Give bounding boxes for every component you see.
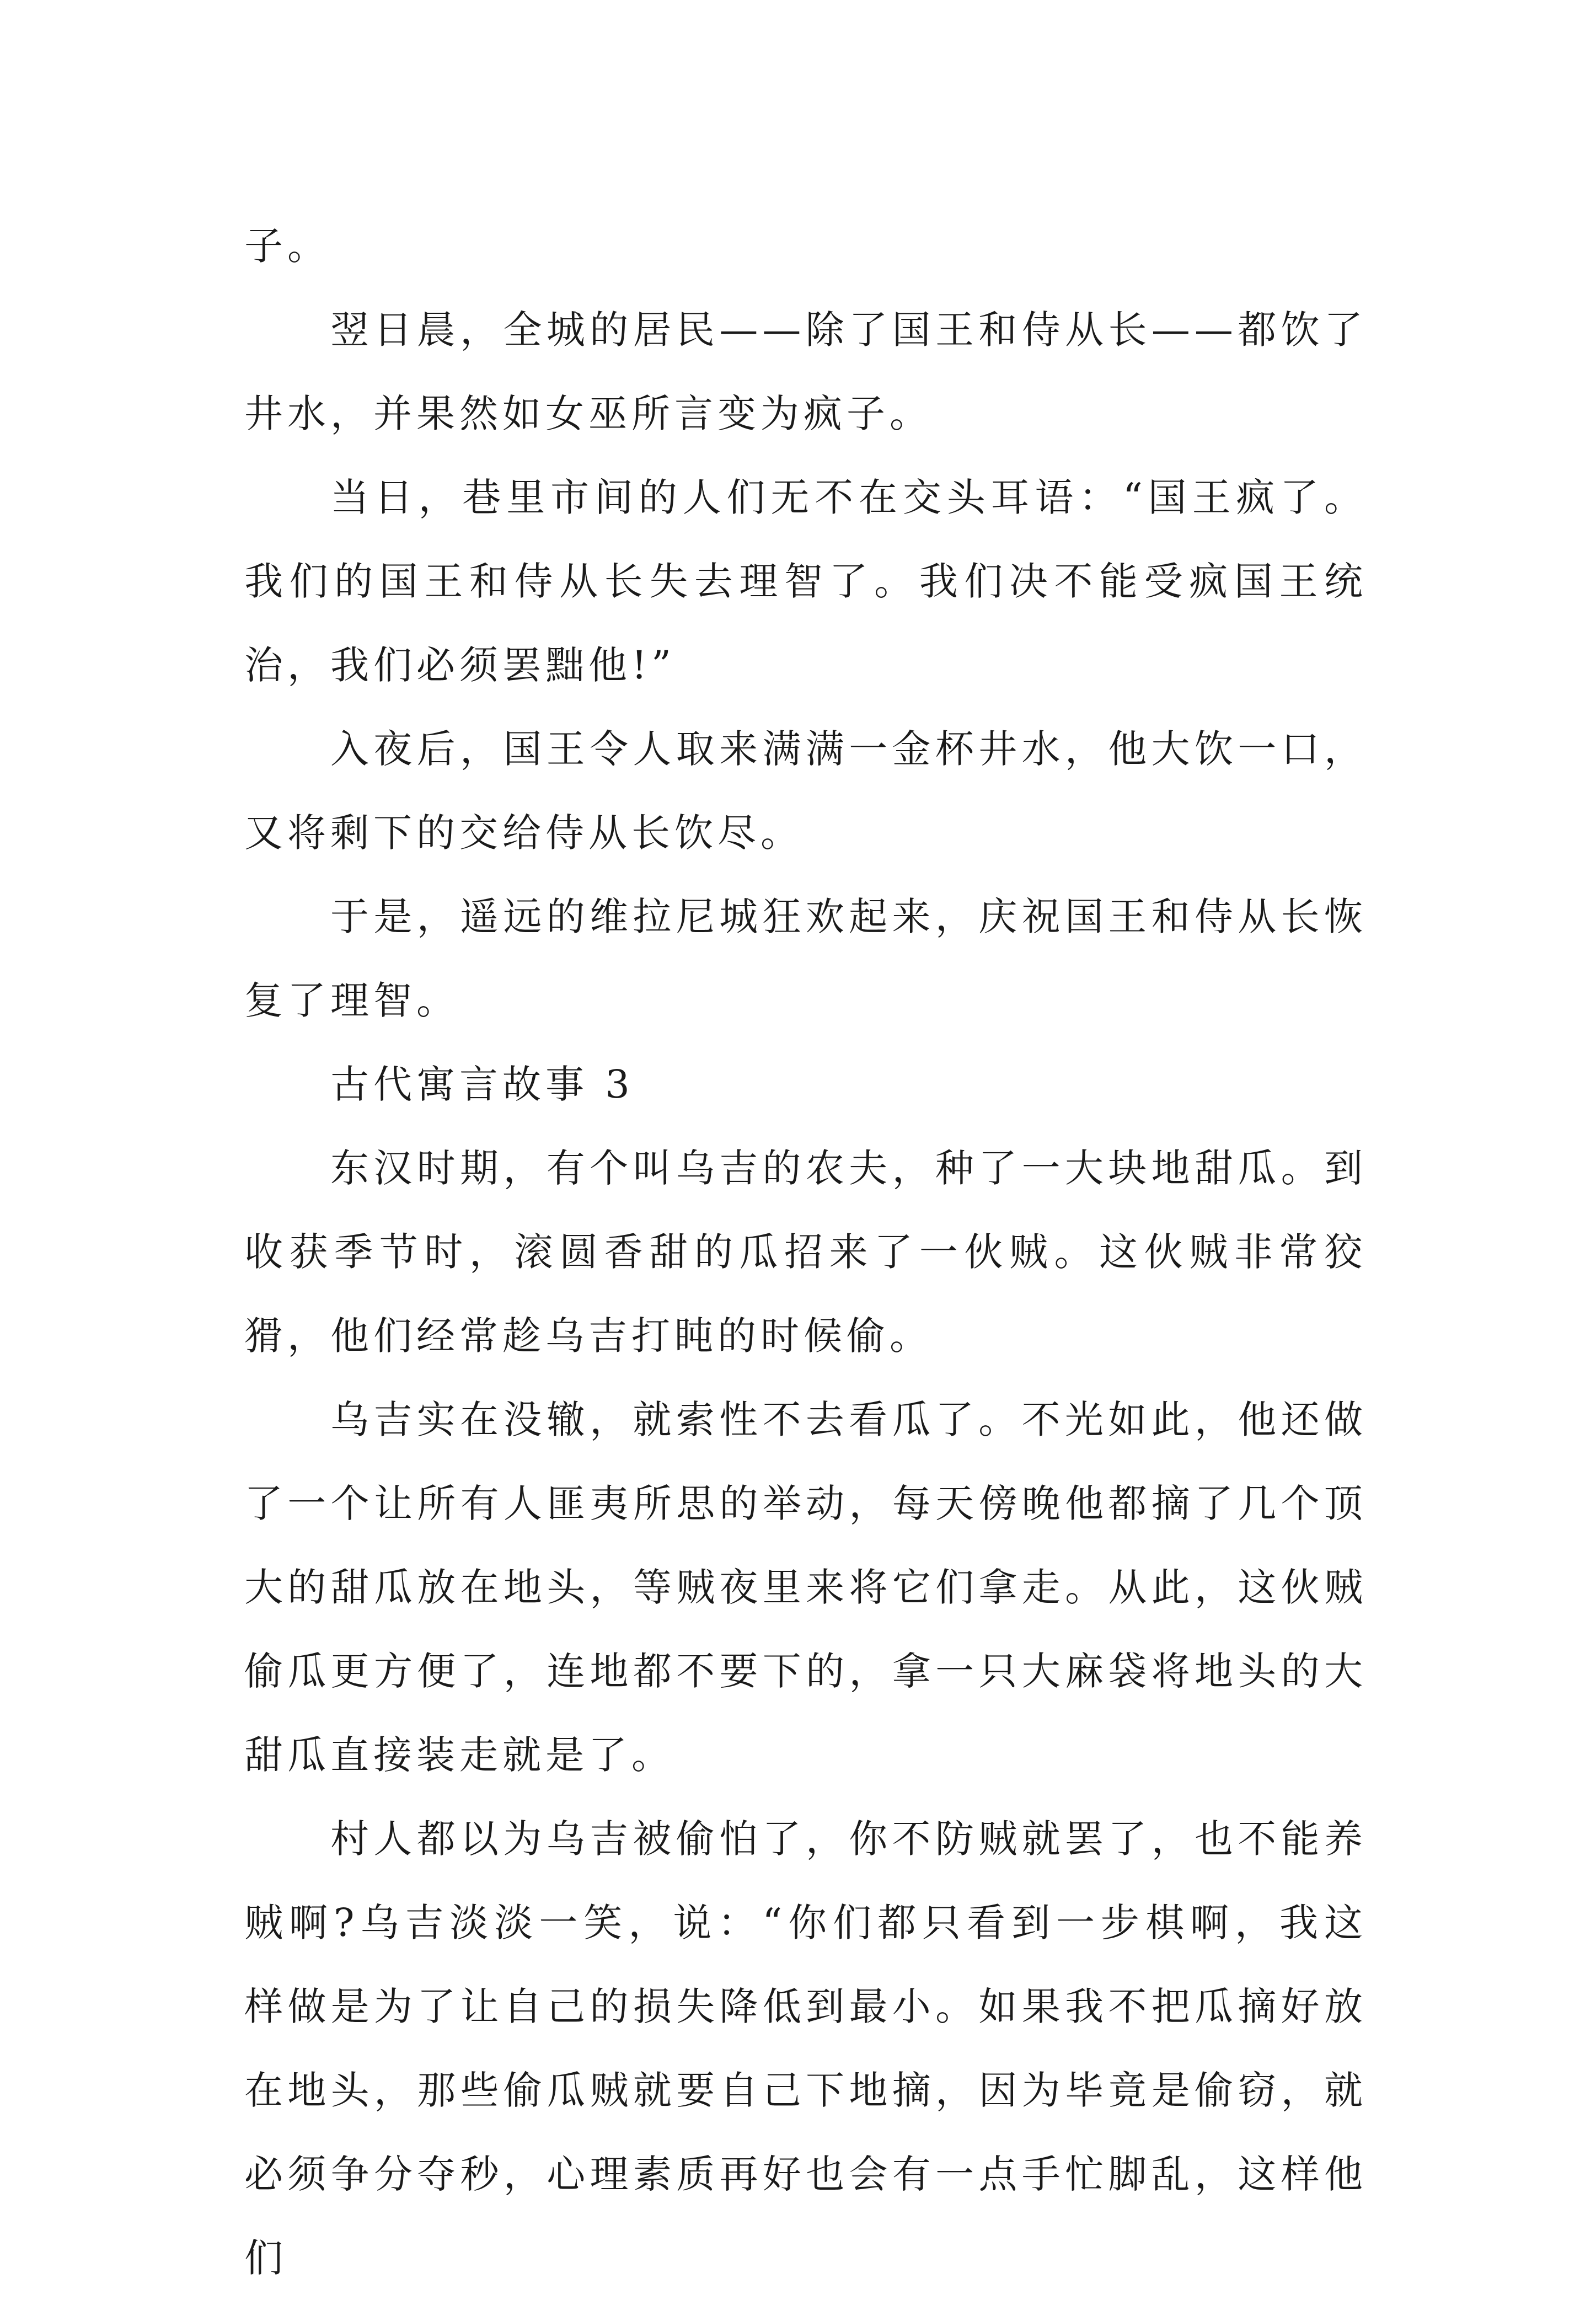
paragraph: 于是，遥远的维拉尼城狂欢起来，庆祝国王和侍从长恢复了理智。 — [244, 894, 1367, 1023]
paragraph: 翌日晨，全城的居民——除了国王和侍从长——都饮了井水，并果然如女巫所言变为疯子。 — [244, 307, 1367, 436]
document-body — [244, 204, 1367, 2300]
paragraph: 东汉时期，有个叫乌吉的农夫，种了一大块地甜瓜。到收获季节时，滚圆香甜的瓜招来了一伙贼。这伙贼非常狡猾，他们经常趁乌吉打盹的时候偷。 — [244, 1146, 1367, 1358]
section-heading: 古代寓言故事 3 — [330, 1062, 634, 1107]
paragraph: 入夜后，国王令人取来满满一金杯井水，他大饮一口，又将剩下的交给侍从长饮尽。 — [244, 726, 1367, 855]
paragraph: 村人都以为乌吉被偷怕了，你不防贼就罢了，也不能养贼啊?乌吉淡淡一笑，说：“你们都只看到一步棋啊，我这样做是为了让自己的损失降低到最小。如果我不把瓜摘好放在地头，那些偷瓜贼就要自己下地摘，因为毕竟是偷窃，就必须争分夺秒，心理素质再好也会有一点手忙脚乱，这样他们 — [244, 1816, 1367, 2281]
paragraph: 乌吉实在没辙，就索性不去看瓜了。不光如此，他还做了一个让所有人匪夷所思的举动，每天傍晚他都摘了几个顶大的甜瓜放在地头，等贼夜里来将它们拿走。从此，这伙贼偷瓜更方便了，连地都不要下的，拿一只大麻袋将地头的大甜瓜直接装走就是了。 — [244, 1397, 1367, 1778]
paragraph: 当日，巷里市间的人们无不在交头耳语：“国王疯了。我们的国王和侍从长失去理智了。我们决不能受疯国王统治，我们必须罢黜他!” — [244, 475, 1367, 688]
paragraph-continuation: 子。 — [244, 223, 330, 269]
